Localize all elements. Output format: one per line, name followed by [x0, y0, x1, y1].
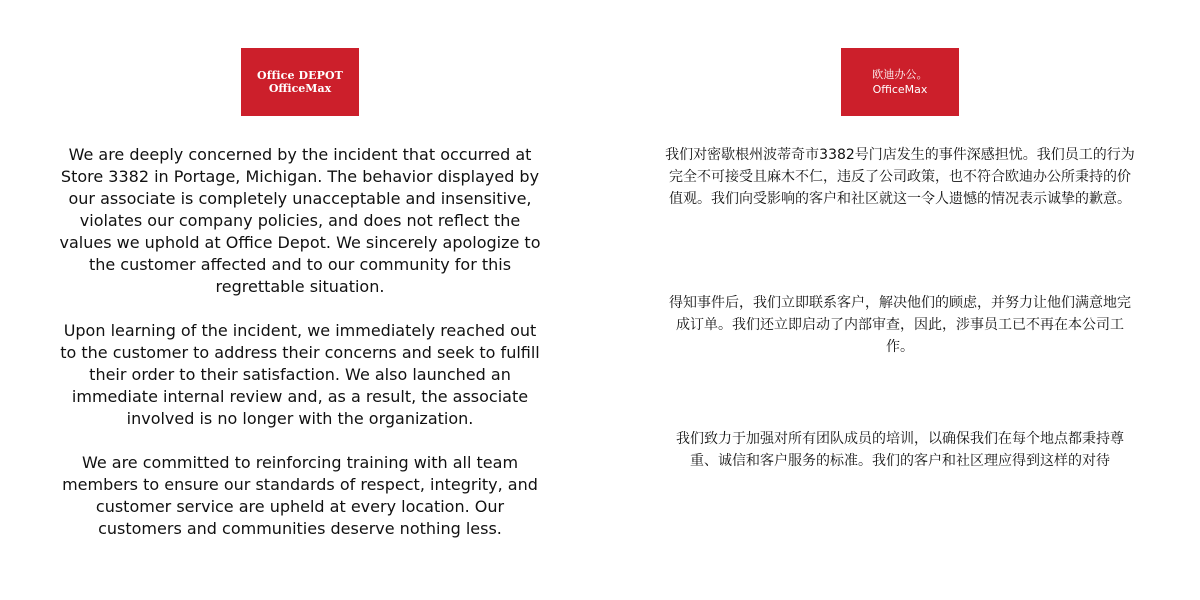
chinese-statement-panel	[630, 0, 1170, 600]
logo-line-2-chinese: OfficeMax	[872, 83, 928, 96]
english-paragraph-2: Upon learning of the incident, we immediately reached out to the customer to address their concerns and seek to fulfill their order to their satisfaction. We also launched an immediate internal review and, as a result, the associate involved is no longer with the organization.	[60, 321, 540, 428]
english-statement-panel	[40, 0, 560, 600]
chinese-brand-logo	[841, 48, 959, 116]
english-paragraph-1: We are deeply concerned by the incident that occurred at Store 3382 in Portage, Michigan. The behavior displayed by our associate is completely unacceptable and insensitive, violates our company policies, and does not reflect the values we uphold at Office Depot. We sincerely apologize to the customer affected and to our community for this regrettable situation.	[59, 145, 541, 296]
chinese-paragraph-2: 得知事件后，我们立即联系客户，解决他们的顾虑，并努力让他们满意地完成订单。我们还立即启动了内部审查，因此，涉事员工已不再在本公司工作。	[669, 295, 1131, 355]
logo-line-1: Office DEPOT	[257, 69, 343, 82]
chinese-paragraph-1: 我们对密歇根州波蒂奇市3382号门店发生的事件深感担忧。我们员工的行为完全不可接受且麻木不仁，违反了公司政策，也不符合欧迪办公所秉持的价值观。我们向受影响的客户和社区就这一令人遗憾的情况表示诚挚的歉意。	[665, 147, 1135, 207]
chinese-paragraph-3: 我们致力于加强对所有团队成员的培训，以确保我们在每个地点都秉持尊重、诚信和客户服务的标准。我们的客户和社区理应得到这样的对待	[676, 431, 1124, 469]
logo-line-2: OfficeMax	[268, 82, 332, 95]
office-depot-officemax-logo	[241, 48, 359, 116]
logo-line-1-chinese: 欧迪办公。	[872, 68, 928, 81]
english-paragraph-3: We are committed to reinforcing training with all team members to ensure our standards of respect, integrity, and customer service are upheld at every location. Our customers and communities deserve nothing less.	[62, 453, 538, 538]
